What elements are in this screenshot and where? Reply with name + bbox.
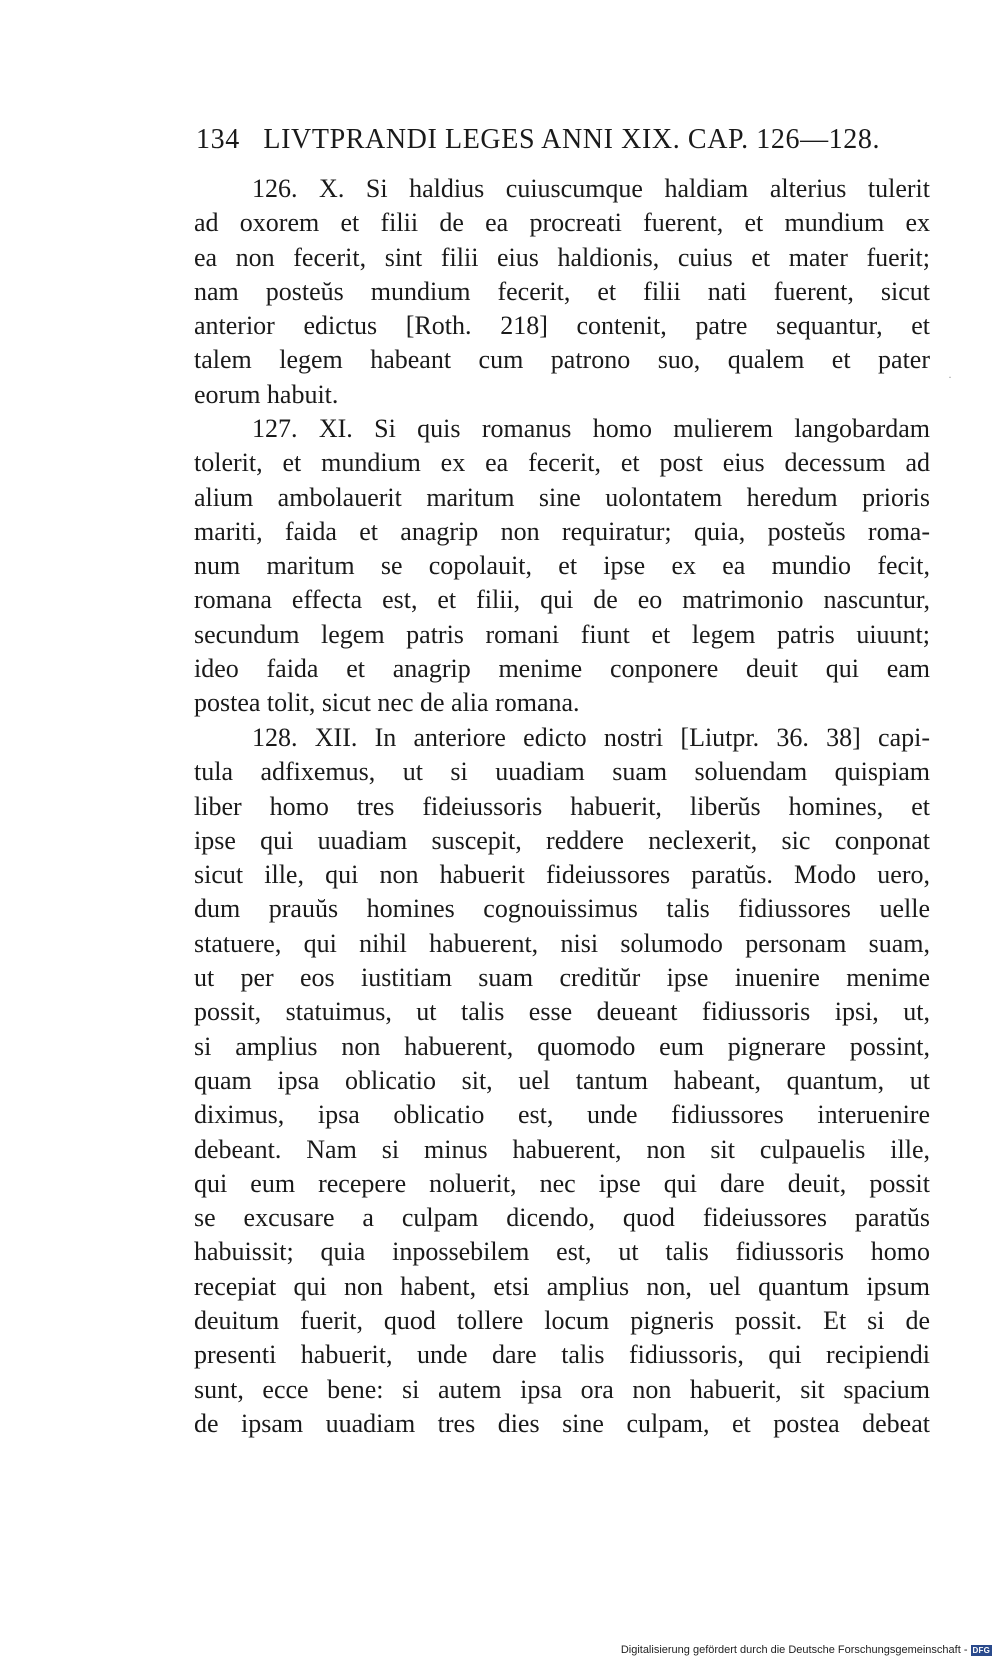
- running-header: [196, 124, 896, 156]
- text-line: debeant. Nam si minus habuerent, non sit culpauelis ille,: [194, 1134, 930, 1164]
- text-line: secundum legem patris romani fiunt et legem patris uiuunt;: [194, 619, 930, 649]
- text-line: num maritum se copolauit, et ipse ex ea mundio fecit,: [194, 551, 930, 581]
- text-line: tula adfixemus, ut si uuadiam suam soluendam quispiam: [194, 757, 930, 787]
- text-line: talem legem habeant cum patrono suo, qualem et pater: [194, 345, 930, 375]
- running-title: LIVTPRANDI LEGES ANNI XIX. CAP. 126—128.: [263, 124, 881, 155]
- text-line: habuissit; quia inpossebilem est, ut talis fidiussoris homo: [194, 1237, 930, 1267]
- text-line: ipse qui uuadiam suscepit, reddere neclexerit, sic conponat: [194, 825, 930, 855]
- chapter-127: [194, 412, 930, 721]
- scan-speck: ·: [948, 370, 952, 384]
- text-line: dum prauŭs homines cognouissimus talis fidiussores uelle: [194, 894, 930, 924]
- text-line: possit, statuimus, ut talis esse deueant fidiussoris ipsi, ut,: [194, 997, 930, 1027]
- text-line: sunt, ecce bene: si autem ipsa ora non habuerit, sit spacium: [194, 1374, 930, 1404]
- text-line: recepiat qui non habent, etsi amplius non, uel quantum ipsum: [194, 1271, 930, 1301]
- text-line: romana effecta est, et filii, qui de eo matrimonio nascuntur,: [194, 585, 930, 615]
- text-line: ea non fecerit, sint filii eius haldionis, cuius et mater fuerit;: [194, 242, 930, 272]
- text-line: deuitum fuerit, quod tollere locum pigneris possit. Et si de: [194, 1306, 930, 1336]
- chapter-128: [194, 721, 930, 1441]
- text-line: ideo faida et anagrip menime conponere deuit qui eam: [194, 654, 930, 684]
- text-line: 126. X. Si haldius cuiuscumque haldiam alterius tulerit: [252, 174, 930, 203]
- text-line: 127. XI. Si quis romanus homo mulierem langobardam: [252, 414, 930, 443]
- text-line: eorum habuit.: [194, 379, 339, 409]
- text-line: tolerit, et mundium ex ea fecerit, et post eius decessum ad: [194, 448, 930, 478]
- text-line: presenti habuerit, unde dare talis fidiussoris, qui recipiendi: [194, 1340, 930, 1370]
- chapter-126: [194, 172, 930, 412]
- text-line: postea tolit, sicut nec de alia romana.: [194, 688, 580, 718]
- text-line: quam ipsa oblicatio sit, uel tantum habeant, quantum, ut: [194, 1065, 930, 1095]
- text-line: mariti, faida et anagrip non requiratur; quia, posteŭs roma-: [194, 516, 930, 546]
- text-line: sicut ille, qui non habuerit fideiussores paratŭs. Modo uero,: [194, 860, 930, 890]
- text-line: nam posteŭs mundium fecerit, et filii nati fuerent, sicut: [194, 276, 930, 306]
- text-line: ad oxorem et filii de ea procreati fuerent, et mundium ex: [194, 208, 930, 238]
- text-line: se excusare a culpam dicendo, quod fideiussores paratŭs: [194, 1203, 930, 1233]
- text-line: alium ambolauerit maritum sine uolontatem heredum prioris: [194, 482, 930, 512]
- dfg-logo: DFG: [972, 1645, 990, 1655]
- text-line: statuere, qui nihil habuerent, nisi solumodo personam suam,: [194, 928, 930, 958]
- text-line: si amplius non habuerent, quomodo eum pignerare possint,: [194, 1031, 930, 1061]
- text-line: de ipsam uuadiam tres dies sine culpam, et postea debeat: [194, 1408, 930, 1438]
- page-number: 134: [196, 124, 240, 155]
- text-line: anterior edictus [Roth. 218] contenit, patre sequantur, et: [194, 311, 930, 341]
- text-line: diximus, ipsa oblicatio est, unde fidiussores interuenire: [194, 1100, 930, 1130]
- text-line: 128. XII. In anteriore edicto nostri [Liutpr. 36. 38] capi-: [252, 723, 930, 752]
- text-line: ut per eos iustitiam suam creditŭr ipse inuenire menime: [194, 963, 930, 993]
- text-line: liber homo tres fideiussoris habuerit, liberŭs homines, et: [194, 791, 930, 821]
- digitization-credit: [621, 1644, 992, 1656]
- credit-text: Digitalisierung gefördert durch die Deutsche Forschungsgemeinschaft -: [620, 1644, 968, 1656]
- text-line: qui eum recepere noluerit, nec ipse qui dare deuit, possit: [194, 1168, 930, 1198]
